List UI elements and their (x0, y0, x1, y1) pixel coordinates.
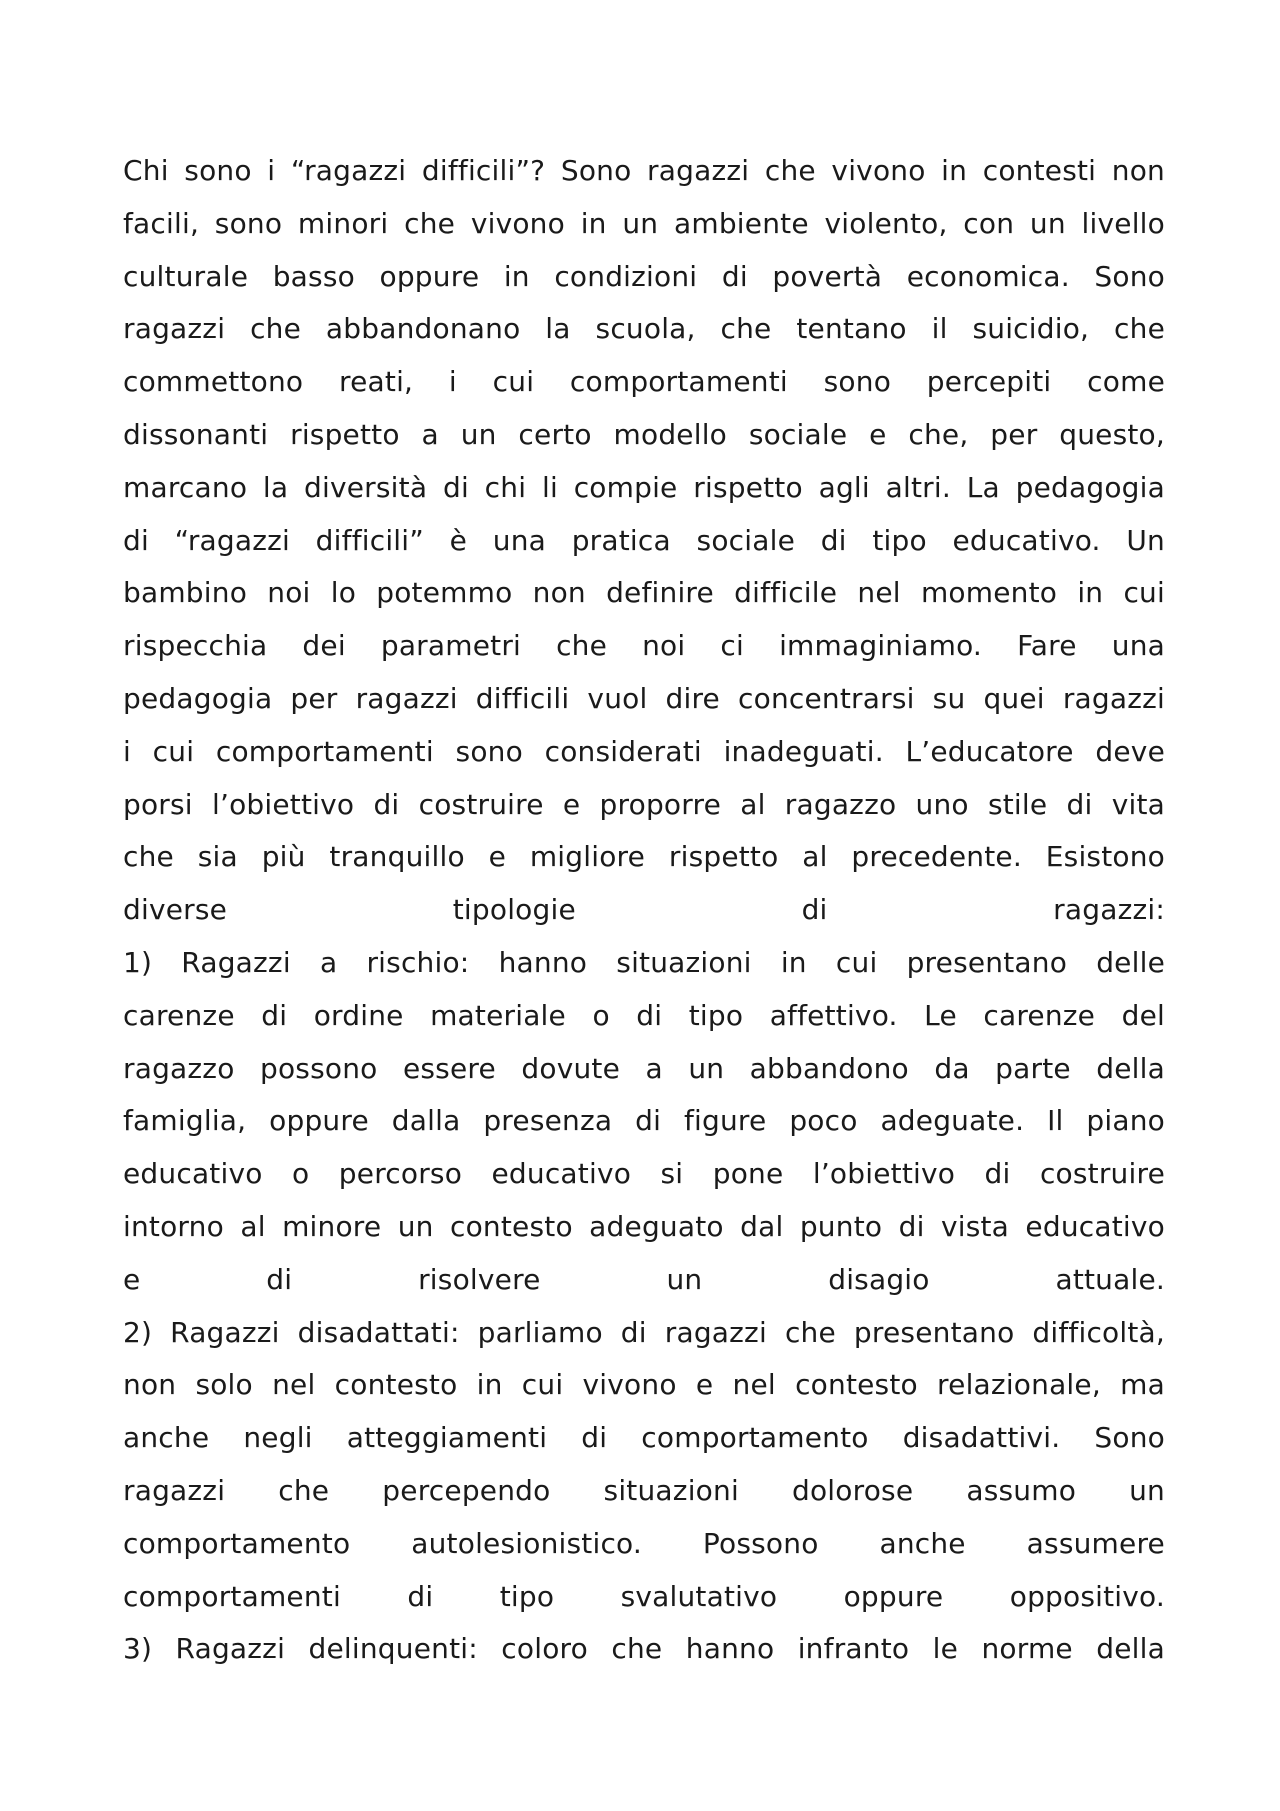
text-line: culturale basso oppure in condizioni di povertà economica. Sono (123, 259, 1165, 293)
text-line: comportamento autolesionistico. Possono anche assumere (123, 1526, 1165, 1560)
text-line: anche negli atteggiamenti di comportamento disadattivi. Sono (123, 1421, 1165, 1455)
text-line: diverse tipologie di ragazzi: (123, 893, 1165, 927)
text-line: commettono reati, i cui comportamenti sono percepiti come (123, 365, 1165, 399)
text-line: i cui comportamenti sono considerati inadeguati. L’educatore deve (123, 734, 1165, 768)
text-line: di “ragazzi difficili” è una pratica sociale di tipo educativo. Un (123, 523, 1165, 557)
text-line: bambino noi lo potemmo non definire difficile nel momento in cui (123, 576, 1165, 610)
text-line: ragazzi che percependo situazioni dolorose assumo un (123, 1473, 1165, 1507)
text-line: rispecchia dei parametri che noi ci immaginiamo. Fare una (123, 629, 1165, 663)
text-line: facili, sono minori che vivono in un ambiente violento, con un livello (123, 206, 1165, 240)
text-line: comportamenti di tipo svalutativo oppure oppositivo. (123, 1579, 1165, 1613)
text-line: 1) Ragazzi a rischio: hanno situazioni in cui presentano delle (123, 945, 1165, 979)
text-line: 3) Ragazzi delinquenti: coloro che hanno infranto le norme della (123, 1632, 1165, 1666)
text-line: intorno al minore un contesto adeguato dal punto di vista educativo (123, 1209, 1165, 1243)
text-line: ragazzo possono essere dovute a un abbandono da parte della (123, 1051, 1165, 1085)
text-line: 2) Ragazzi disadattati: parliamo di ragazzi che presentano difficoltà, (123, 1315, 1165, 1349)
text-line: famiglia, oppure dalla presenza di figure poco adeguate. Il piano (123, 1104, 1165, 1138)
text-line: dissonanti rispetto a un certo modello sociale e che, per questo, (123, 417, 1165, 451)
text-line: porsi l’obiettivo di costruire e proporre al ragazzo uno stile di vita (123, 787, 1165, 821)
text-line: Chi sono i “ragazzi difficili”? Sono ragazzi che vivono in contesti non (123, 154, 1165, 187)
text-line: ragazzi che abbandonano la scuola, che tentano il suicidio, che (123, 312, 1165, 346)
text-line: carenze di ordine materiale o di tipo affettivo. Le carenze del (123, 998, 1165, 1032)
text-line: marcano la diversità di chi li compie rispetto agli altri. La pedagogia (123, 470, 1165, 504)
text-line: e di risolvere un disagio attuale. (123, 1262, 1165, 1296)
text-line: educativo o percorso educativo si pone l’obiettivo di costruire (123, 1157, 1165, 1191)
text-line: pedagogia per ragazzi difficili vuol dire concentrarsi su quei ragazzi (123, 681, 1165, 715)
text-line: non solo nel contesto in cui vivono e nel contesto relazionale, ma (123, 1368, 1165, 1402)
body-text (123, 145, 1165, 1676)
text-line: che sia più tranquillo e migliore rispetto al precedente. Esistono (123, 840, 1165, 874)
